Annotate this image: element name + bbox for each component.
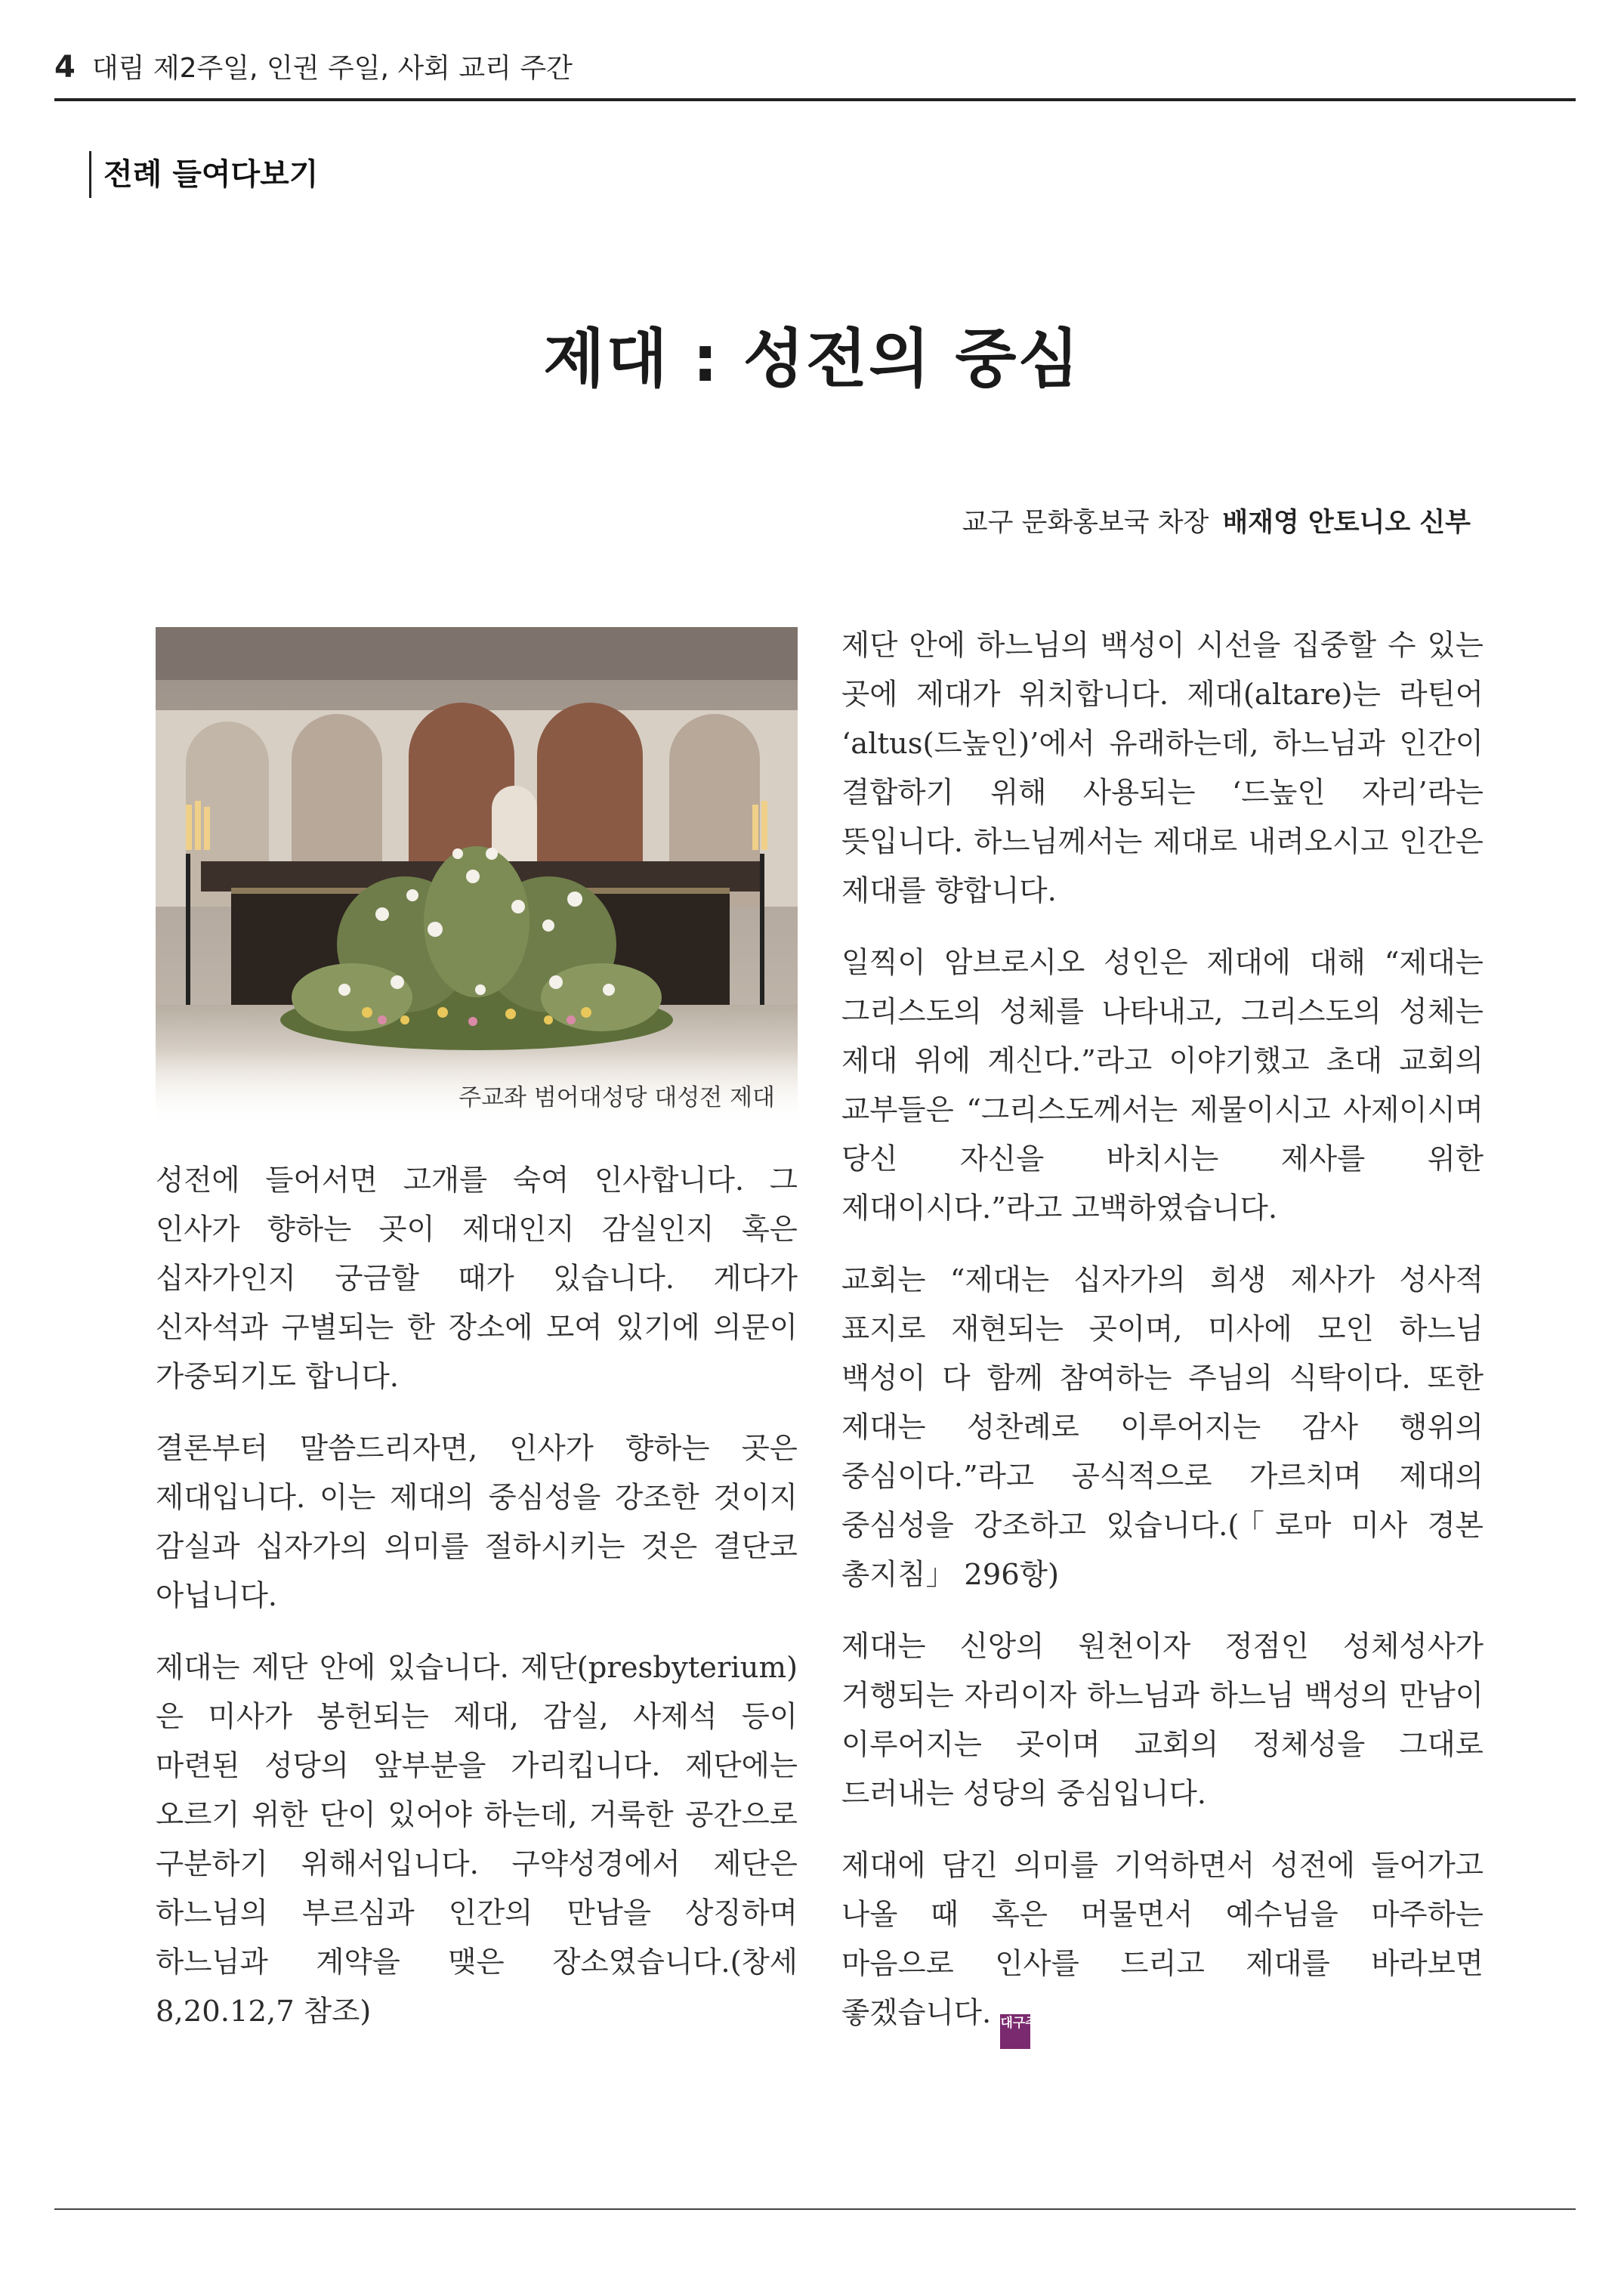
paragraph: 제단 안에 하느님의 백성이 시선을 집중할 수 있는 곳에 제대가 위치합니다. 제대(altare)는 라틴어 ‘altus(드높인)’에서 유래하는데, 하느님과 인간이 결합하기 위해 사용되는 ‘드높인 자리’라는 뜻입니다. 하느님께서는 제대로 내려오시고 인간은 제대를 향합니다. (841, 629, 1484, 908)
paragraph: 성전에 들어서면 고개를 숙여 인사합니다. 그 인사가 향하는 곳이 제대인지 감실인지 혹은 십자가인지 궁금할 때가 있습니다. 게다가 신자석과 구별되는 한 장소에 모여 있기에 의문이 가중되기도 합니다. (156, 1163, 798, 1394)
author-position: 교구 문화홍보국 차장 (962, 508, 1209, 538)
article-right-column (841, 621, 1484, 2072)
end-badge: 대구주보 (1000, 2014, 1030, 2049)
paragraph-text: 제대에 담긴 의미를 기억하면서 성전에 들어가고 나올 때 혹은 머물면서 예수님을 마주하는 마음으로 인사를 드리고 제대를 바라보면 좋겠습니다. (841, 1849, 1484, 2030)
footer-rule (54, 2208, 1576, 2210)
altar-photo-image (156, 627, 798, 1126)
author-name: 배재영 안토니오 신부 (1222, 508, 1471, 538)
paragraph: 교회는 “제대는 십자가의 희생 제사가 성사적 표지로 재현되는 곳이며, 미사에 모인 하느님 백성이 다 함께 참여하는 주님의 식탁이다. 또한 제대는 성찬례로 이루어지는 감사 행위의 중심이다.”라고 공식적으로 가르치며 제대의 중심성을 강조하고 있습니다.(「로마 미사 경본 총지침」 296항) (841, 1263, 1484, 1592)
paragraph: 제대는 제단 안에 있습니다. 제단(presbyterium)은 미사가 봉헌되는 제대, 감실, 사제석 등이 마련된 성당의 앞부분을 가리킵니다. 제단에는 오르기 위한 단이 있어야 하는데, 거룩한 공간으로 구분하기 위해서입니다. 구약성경에서 제단은 하느님의 부르심과 인간의 만남을 상징하며 하느님과 계약을 맺은 장소였습니다.(창세 8,20.12,7 참조) (156, 1651, 798, 2029)
header-rule (54, 98, 1576, 101)
article-title: 제대 : 성전의 중심 (543, 322, 1081, 396)
page-header (54, 47, 573, 85)
page-number: 4 (54, 50, 76, 85)
byline (962, 502, 1471, 539)
altar-photo (156, 627, 798, 1126)
article-left-column (156, 1156, 798, 2059)
paragraph: 일찍이 암브로시오 성인은 제대에 대해 “제대는 그리스도의 성체를 나타내고, 그리스도의 성체는 제대 위에 계신다.”라고 이야기했고 초대 교회의 교부들은 “그리스도께서는 제물이시고 사제이시며 당신 자신을 바치시는 제사를 위한 제대이시다.”라고 고백하였습니다. (841, 946, 1484, 1225)
photo-caption: 주교좌 범어대성당 대성전 제대 (458, 1084, 775, 1111)
last-paragraph (841, 1841, 1484, 2049)
section-tag: 전례 들여다보기 (89, 151, 318, 198)
paragraph: 제대는 신앙의 원천이자 정점인 성체성사가 거행되는 자리이자 하느님과 하느님 백성의 만남이 이루어지는 곳이며 교회의 정체성을 그대로 드러내는 성당의 중심입니다. (841, 1630, 1484, 1811)
header-text: 대림 제2주일, 인권 주일, 사회 교리 주간 (91, 53, 573, 84)
paragraph: 결론부터 말씀드리자면, 인사가 향하는 곳은 제대입니다. 이는 제대의 중심성을 강조한 것이지 감실과 십자가의 의미를 절하시키는 것은 결단코 아닙니다. (156, 1432, 798, 1613)
